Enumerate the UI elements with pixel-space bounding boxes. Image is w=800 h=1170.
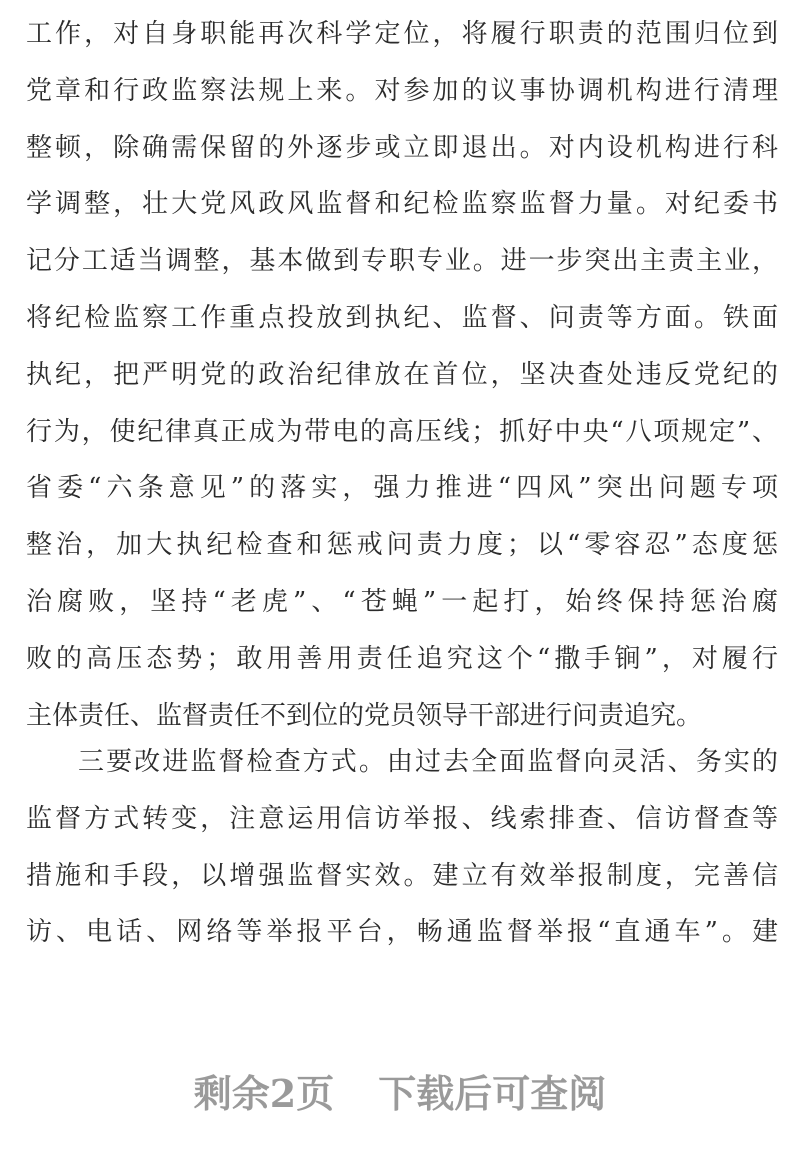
body-paragraph [26,734,778,961]
text-line: 整顿，除确需保留的外逐步或立即退出。对内设机构进行科 [26,132,778,163]
text-line: 执纪，把严明党的政治纪律放在首位，坚决查处违反党纪的 [26,359,778,390]
text-line: 党章和行政监察法规上来。对参加的议事协调机构进行清理 [26,75,778,106]
text-line: 省委“六条意见”的落实，强力推进“四风”突出问题专项 [26,473,778,504]
text-line: 主体责任、监督责任不到位的党员领导干部进行问责追究。 [26,700,703,731]
text-line: 将纪检监察工作重点投放到执纪、监督、问责等方面。铁面 [26,302,778,333]
text-line: 学调整，壮大党风政风监督和纪检监察监督力量。对纪委书 [26,189,778,220]
download-prompt-label[interactable]: 下载后可查阅 [378,1071,607,1116]
text-line: 整治，加大执纪检查和惩戒问责力度；以“零容忍”态度惩 [26,530,778,561]
text-line: 治腐败，坚持“老虎”、“苍蝇”一起打，始终保持惩治腐 [26,586,778,617]
text-line: 败的高压态势；敢用善用责任追究这个“撒手锏”，对履行 [26,643,778,674]
text-line: 记分工适当调整，基本做到专职专业。进一步突出主责主业， [26,246,778,277]
text-line: 访、电话、网络等举报平台，畅通监督举报“直通车”。建 [26,917,778,948]
text-line: 三要改进监督检查方式。由过去全面监督向灵活、务实的 [78,747,778,777]
text-line: 行为，使纪律真正成为带电的高压线；抓好中央“八项规定”、 [26,416,778,447]
download-banner[interactable] [0,1064,800,1124]
text-line: 监督方式转变，注意运用信访举报、线索排查、信访督查等 [26,803,778,834]
text-line: 工作，对自身职能再次科学定位，将履行职责的范围归位到 [26,19,778,49]
remaining-pages-label: 剩余2页 [193,1071,335,1116]
text-line: 措施和手段，以增强监督实效。建立有效举报制度，完善信 [26,860,778,891]
body-paragraph [26,6,778,744]
